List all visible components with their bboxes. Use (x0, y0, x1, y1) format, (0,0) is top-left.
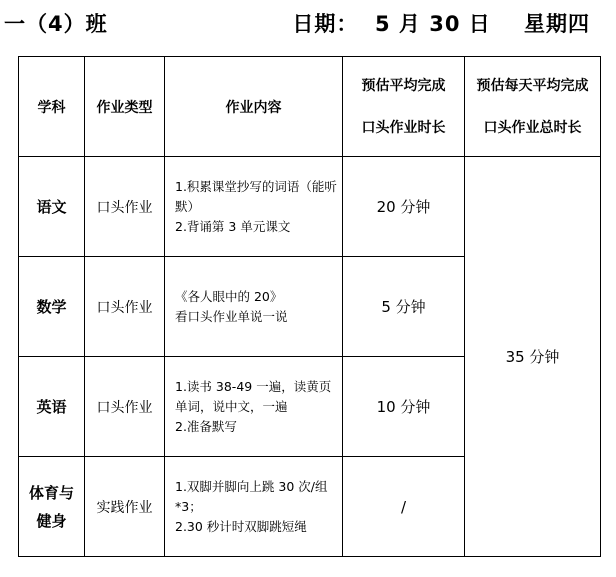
header-type: 作业类型 (85, 57, 165, 157)
type-cell: 口头作业 (85, 157, 165, 257)
type-cell: 口头作业 (85, 357, 165, 457)
time-cell: 10 分钟 (343, 357, 465, 457)
header-subject: 学科 (19, 57, 85, 157)
homework-table (18, 56, 601, 557)
content-cell: 1.双脚并脚向上跳 30 次/组*3； 2.30 秒计时双脚跳短绳 (165, 457, 343, 557)
subject-cell: 体育与 健身 (19, 457, 85, 557)
subject-cell: 数学 (19, 257, 85, 357)
class-label: 一（4）班 (4, 12, 108, 36)
type-cell: 实践作业 (85, 457, 165, 557)
time-cell: / (343, 457, 465, 557)
header-avg-time-line1: 预估平均完成 (361, 77, 446, 94)
header-total-time (465, 57, 601, 157)
content-cell: 1.读书 38-49 一遍，读黄页单词，说中文，一遍 2.准备默写 (165, 357, 343, 457)
subject-cell: 语文 (19, 157, 85, 257)
header-content: 作业内容 (165, 57, 343, 157)
time-cell: 20 分钟 (343, 157, 465, 257)
header-avg-time-line2: 口头作业时长 (361, 119, 446, 136)
header-total-time-line2: 口头作业总时长 (483, 119, 582, 136)
time-cell: 5 分钟 (343, 257, 465, 357)
header-avg-time (343, 57, 465, 157)
date-label: 日期： 5 月 30 日 星期四 (292, 12, 590, 36)
content-cell: 1.积累课堂抄写的词语（能听默） 2.背诵第 3 单元课文 (165, 157, 343, 257)
type-cell: 口头作业 (85, 257, 165, 357)
header-total-time-line1: 预估每天平均完成 (476, 77, 589, 94)
subject-cell: 英语 (19, 357, 85, 457)
table-row-chinese (19, 157, 601, 257)
table-header-row (19, 57, 601, 157)
total-time-cell: 35 分钟 (465, 157, 601, 557)
content-cell: 《各人眼中的 20》 看口头作业单说一说 (165, 257, 343, 357)
